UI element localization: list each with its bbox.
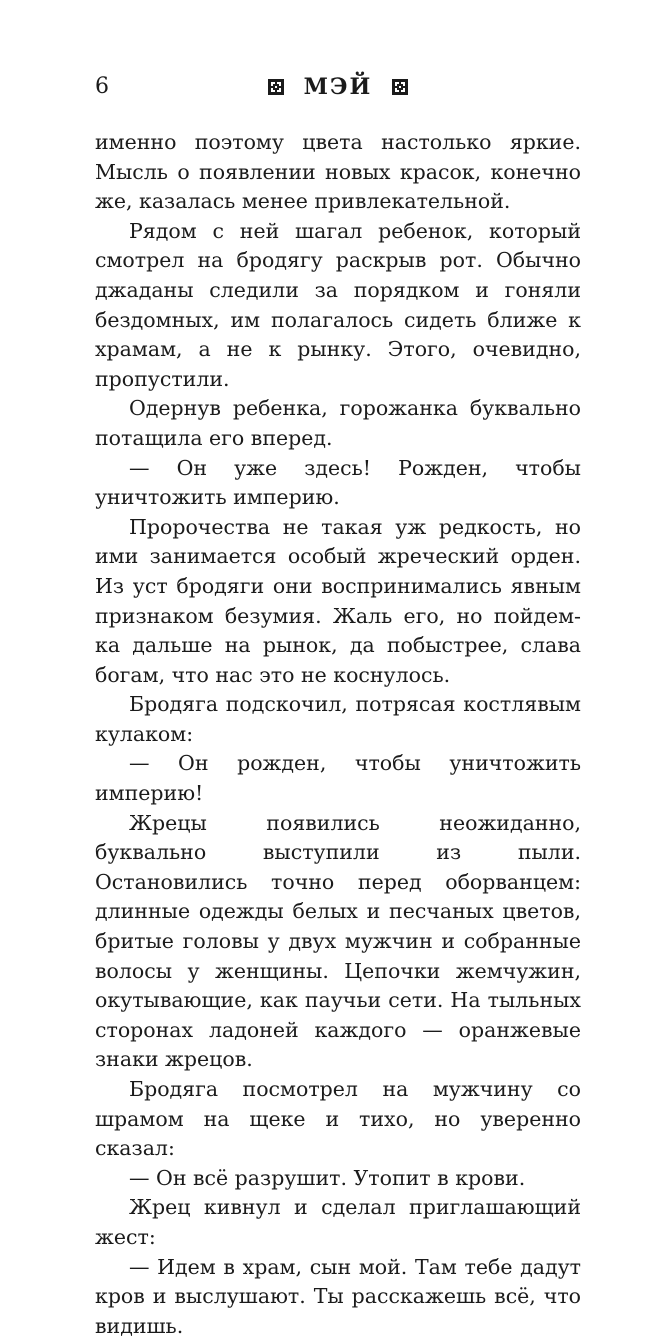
paragraph: Пророчества не такая уж редкость, но ими занимается особый жреческий орден. Из уст бродяги они воспринимались явным признаком безумия. Жаль его, но пойдем-ка дальше на рынок, да побыстрее, слава богам, что нас это не коснулось. [95,514,581,687]
dialogue-line: — Он уже здесь! Рожден, чтобы уничтожить империю. [95,455,581,510]
paragraph: Одернув ребенка, горожанка буквально потащила его вперед. [95,396,581,450]
paragraph: Рядом с ней шагал ребенок, который смотрел на бродягу раскрыв рот. Обычно джаданы следили за порядком и гоняли бездомных, им полагалось сидеть ближе к храмам, а не к рынку. Этого, очевидно, пропустили. [95,218,581,391]
dialogue-line: — Идем в храм, сын мой. Там тебе дадут кров и выслушают. Ты расскажешь всё, что видишь. [95,1254,581,1338]
page-number: 6 [95,74,109,99]
celtic-knot-left-icon [268,79,284,95]
book-title: МЭЙ [303,74,373,100]
page-body-text [95,128,581,1341]
paragraph: Жрецы появились неожиданно, буквально выступили из пыли. Остановились точно перед оборванцем: длинные одежды белых и песчаных цветов, бритые головы у двух мужчин и собранные волосы у женщины. Цепочки жемчужин, окутывающие, как паучьи сети. На тыльных сторонах ладоней каждого — оранжевые знаки жрецов. [95,810,581,1072]
paragraph: Жрец кивнул и сделал приглашающий жест: [95,1195,581,1249]
paragraph: именно поэтому цвета настолько яркие. Мысль о появлении новых красок, конечно же, казалась менее привлекательной. [95,130,581,214]
celtic-knot-right-icon [392,79,408,95]
paragraph: Бродяга посмотрел на мужчину со шрамом на щеке и тихо, но уверенно сказал: [95,1077,581,1161]
dialogue-line: — Он рожден, чтобы уничтожить империю! [95,751,581,806]
running-title [95,74,581,100]
page-header [95,70,581,104]
paragraph: Бродяга подскочил, потрясая костлявым кулаком: [95,692,581,746]
dialogue-line: — Он всё разрушит. Утопит в крови. [129,1165,526,1190]
